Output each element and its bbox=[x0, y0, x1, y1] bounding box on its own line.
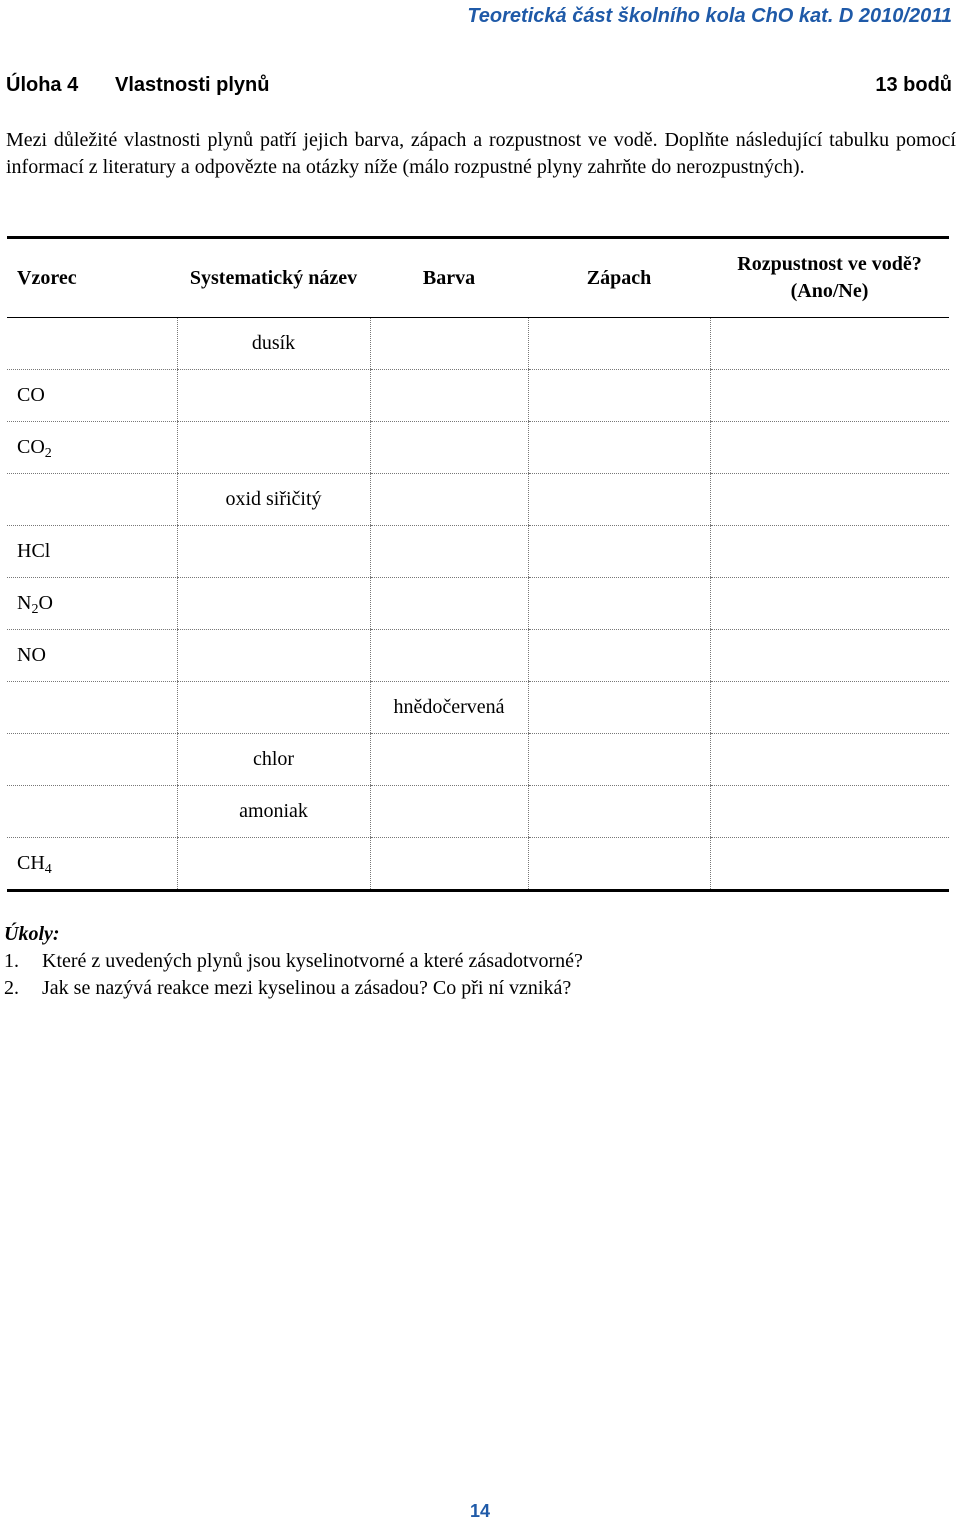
header-name: Systematický název bbox=[177, 238, 370, 318]
formula-cell bbox=[7, 682, 177, 734]
color-cell bbox=[370, 318, 528, 370]
formula-cell bbox=[7, 578, 177, 630]
formula-cell bbox=[7, 838, 177, 891]
smell-cell bbox=[528, 838, 710, 891]
name-cell: chlor bbox=[177, 734, 370, 786]
smell-cell bbox=[528, 422, 710, 474]
color-cell bbox=[370, 786, 528, 838]
formula-cell bbox=[7, 526, 177, 578]
table-row bbox=[7, 578, 949, 630]
formula-cell bbox=[7, 734, 177, 786]
formula-cell bbox=[7, 630, 177, 682]
solubility-cell bbox=[710, 318, 949, 370]
name-cell: oxid siřičitý bbox=[177, 474, 370, 526]
smell-cell bbox=[528, 630, 710, 682]
color-cell bbox=[370, 630, 528, 682]
table-row bbox=[7, 370, 949, 422]
formula-base: N bbox=[17, 592, 32, 614]
task-title: Vlastnosti plynů bbox=[115, 74, 270, 96]
task-heading bbox=[6, 74, 952, 100]
tasks-section bbox=[4, 921, 583, 1002]
name-cell bbox=[177, 838, 370, 891]
smell-cell bbox=[528, 318, 710, 370]
header-smell: Zápach bbox=[528, 238, 710, 318]
color-cell bbox=[370, 422, 528, 474]
smell-cell bbox=[528, 786, 710, 838]
tasks-title: Úkoly: bbox=[4, 923, 60, 945]
table-row bbox=[7, 474, 949, 526]
smell-cell bbox=[528, 526, 710, 578]
solubility-cell bbox=[710, 682, 949, 734]
task-question-1 bbox=[4, 948, 583, 975]
smell-cell bbox=[528, 578, 710, 630]
solubility-cell bbox=[710, 630, 949, 682]
header-formula: Vzorec bbox=[7, 238, 177, 318]
solubility-cell bbox=[710, 474, 949, 526]
name-cell bbox=[177, 526, 370, 578]
task-points: 13 bodů bbox=[875, 74, 952, 96]
name-cell bbox=[177, 370, 370, 422]
color-cell bbox=[370, 578, 528, 630]
table-row bbox=[7, 630, 949, 682]
solubility-cell bbox=[710, 838, 949, 891]
formula-subscript: 4 bbox=[44, 862, 52, 877]
table-row bbox=[7, 786, 949, 838]
table-row bbox=[7, 526, 949, 578]
question-text: Jak se nazývá reakce mezi kyselinou a zásadou? Co při ní vzniká? bbox=[42, 977, 572, 999]
color-cell: hnědočervená bbox=[370, 682, 528, 734]
smell-cell bbox=[528, 682, 710, 734]
color-cell bbox=[370, 370, 528, 422]
solubility-cell bbox=[710, 526, 949, 578]
formula-cell bbox=[7, 786, 177, 838]
solubility-cell bbox=[710, 370, 949, 422]
question-number: 2. bbox=[4, 977, 19, 999]
solubility-cell bbox=[710, 578, 949, 630]
question-number: 1. bbox=[4, 950, 19, 972]
task-question-2 bbox=[4, 975, 583, 1002]
smell-cell bbox=[528, 474, 710, 526]
name-cell bbox=[177, 682, 370, 734]
table-row bbox=[7, 318, 949, 370]
name-cell: amoniak bbox=[177, 786, 370, 838]
smell-cell bbox=[528, 370, 710, 422]
formula-base: HCl bbox=[17, 540, 51, 562]
formula-subscript: 2 bbox=[44, 446, 52, 461]
page-number: 14 bbox=[469, 1501, 491, 1521]
name-cell: dusík bbox=[177, 318, 370, 370]
name-cell bbox=[177, 422, 370, 474]
formula-base: CO bbox=[17, 384, 45, 406]
table-row bbox=[7, 422, 949, 474]
name-cell bbox=[177, 578, 370, 630]
gas-properties-table bbox=[7, 236, 949, 892]
formula-base: NO bbox=[17, 644, 46, 666]
formula-subscript: 2 bbox=[31, 602, 39, 617]
table-header-row bbox=[7, 238, 949, 318]
table-row bbox=[7, 734, 949, 786]
formula-base: CO bbox=[17, 436, 45, 458]
header-color: Barva bbox=[370, 238, 528, 318]
color-cell bbox=[370, 474, 528, 526]
solubility-cell bbox=[710, 734, 949, 786]
formula-tail: O bbox=[38, 592, 53, 614]
name-cell bbox=[177, 630, 370, 682]
formula-cell bbox=[7, 474, 177, 526]
smell-cell bbox=[528, 734, 710, 786]
header-solubility: Rozpustnost ve vodě? (Ano/Ne) bbox=[710, 238, 949, 318]
formula-cell bbox=[7, 422, 177, 474]
task-number: Úloha 4 bbox=[6, 74, 79, 96]
page-header: Teoretická část školního kola ChO kat. D 2010/2011 bbox=[467, 5, 952, 27]
color-cell bbox=[370, 734, 528, 786]
formula-cell bbox=[7, 370, 177, 422]
table-row bbox=[7, 682, 949, 734]
formula-cell bbox=[7, 318, 177, 370]
color-cell bbox=[370, 838, 528, 891]
color-cell bbox=[370, 526, 528, 578]
question-text: Které z uvedených plynů jsou kyselinotvorné a které zásadotvorné? bbox=[42, 950, 583, 972]
formula-base: CH bbox=[17, 852, 45, 874]
solubility-cell bbox=[710, 422, 949, 474]
table-row bbox=[7, 838, 949, 891]
solubility-cell bbox=[710, 786, 949, 838]
intro-paragraph: Mezi důležité vlastnosti plynů patří jejich barva, zápach a rozpustnost ve vodě. Doplňte následující tabulku pomocí informací z literatury a odpovězte na otázky níže (málo rozpustné plyny zahrňte do nerozpustných). bbox=[6, 129, 956, 178]
